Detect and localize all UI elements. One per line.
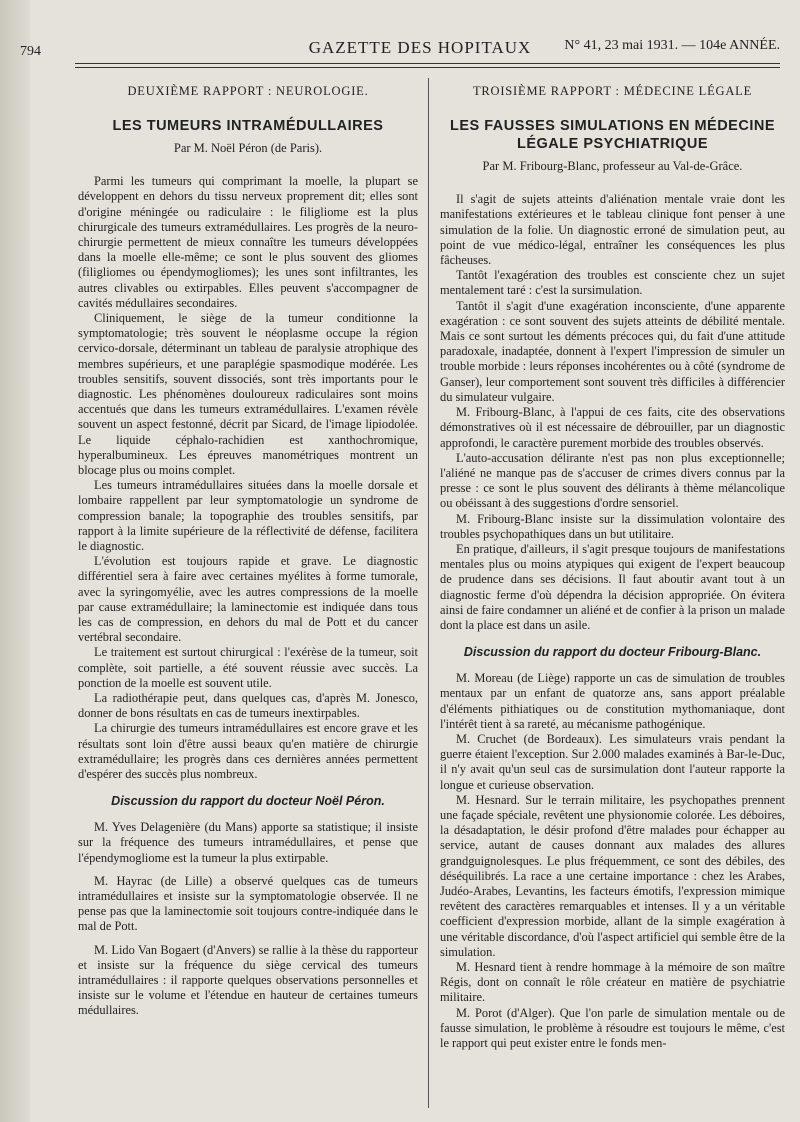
header-rule-thick [75,63,780,64]
left-paragraph: Le traitement est surtout chirurgical : l'exérèse de la tumeur, soit complète, soit partielle, a été souvent réussie avec succès. La ponction de la moelle est souvent utile. [78,645,418,690]
left-article-author: Par M. Noël Péron (de Paris). [173,141,323,156]
left-paragraph: L'évolution est toujours rapide et grave. Le diagnostic différentiel sera à faire avec certaines myélites à forme tumorale, avec la syringomyélie, avec les autres compressions de la moelle par cause extramédullaire; la laminectomie est indiquée dans tous les cas de compression, en dehors du mal de Pott et du cancer vertébral secondaire. [78,554,418,645]
left-report-kicker: DEUXIÈME RAPPORT : NEUROLOGIE. [127,84,369,98]
left-paragraph: La chirurgie des tumeurs intramédullaires est encore grave et les résultats sont loin d'être aussi beaux qu'en matière de chirurgie extramédullaire; les progrès dans ces dernières années permettent d'espérer des succès plus nombreux. [78,721,418,782]
right-paragraph: Tantôt l'exagération des troubles est consciente chez un sujet mentalement taré : c'est la sursimulation. [440,268,785,298]
right-discussion-paragraph: M. Hesnard. Sur le terrain militaire, les psychopathes prennent une façade spéciale, revêtent une physionomie colorée. Les déboires, la désadaptation, le désir profond d'être malades pour échapper au service, autant de causes donnant aux malades des allures grandguignolesques. Le plus fréquemment, ce sont des débiles, des déséquilibrés. La race a une certaine importance : chez les Arabes, Judéo-Arabes, Levantins, les facteurs émotifs, l'expression mimique revêtent des caractères remarquables et intenses. Il y a un véritable coefficient d'expression morbide, allant de la simple exagération à une véritable discordance, d'où l'aspect artificiel qui semble être de la simulation. [440,792,785,959]
right-title-line-2: LÉGALE PSYCHIATRIQUE [517,136,708,153]
right-article-author: Par M. Fribourg-Blanc, professeur au Val-de-Grâce. [482,159,743,174]
left-article-title: LES TUMEURS INTRAMÉDULLAIRES [112,118,384,134]
right-report-kicker: TROISIÈME RAPPORT : MÉDECINE LÉGALE [472,84,753,98]
left-paragraph: Parmi les tumeurs qui comprimant la moelle, la plupart se développent en dehors du tissu nerveux proprement dit; elles sont d'origine méningée ou radiculaire : le filigliome est la plus chirurgicale des tumeurs extramédullaires. Les progrès de la neuro-chirurgie permettent de mieux connaître les tumeurs développées dans la moelle elle-même; ce sont le plus souvent des gliomes (filigliomes ou épendymogliomes); les unes sont infiltrantes, les autres clivables ou extirpables. Elles peuvent s'accompagner de cavités médullaires secondaires. [78,174,418,310]
left-discussion-paragraph: M. Lido Van Bogaert (d'Anvers) se rallie à la thèse du rapporteur et insiste sur la fréquence du siège cervical des tumeurs intramédullaires : il rapporte quelques observations personnelles et insiste sur le volume et l'étendue en hauteur de certaines tumeurs médullaires. [78,942,418,1018]
right-paragraph: M. Fribourg-Blanc, à l'appui de ces faits, cite des observations démonstratives où il est nécessaire de débrouiller, par un diagnostic approfondi, le caractère purement morbide des troubles observés. [440,405,785,450]
right-discussion-paragraph: M. Moreau (de Liège) rapporte un cas de simulation de troubles mentaux par un enfant de quatorze ans, sans apport préalable d'éléments pithiatiques ou de constitution mythomaniaque, dont l'intérêt tient à sa rareté, au mécanisme pathogénique. [440,671,785,731]
journal-title: GAZETTE DES HOPITAUX [308,38,532,57]
left-paragraph: Les tumeurs intramédullaires situées dans la moelle dorsale et lombaire rappellent par leur symptomatologie un syndrome de compression banale; la topographie des troubles sensitifs, par rapport à la limite supérieure de la réflectivité de défense, facilitera le diagnostic. [78,478,418,553]
issue-info: N° 41, 23 mai 1931. — 104e ANNÉE. [564,38,780,53]
left-discussion-title: Discussion du rapport du docteur Noël Péron. [111,794,385,809]
page-header [60,38,780,62]
right-paragraph: Tantôt il s'agit d'une exagération inconsciente, d'une apparente exagération : ce sont souvent des sujets atteints de débilité mentale. Mais ce sont surtout les déments précoces qui, du fait d'une attitude paradoxale, inadaptée, donnent à l'expert l'impression de simuler un trouble morbide : leurs réponses incohérentes ou à côté (syndrome de Ganser), leur comportement sont souvent très difficiles à différencier du simulateur vulgaire. [440,298,785,404]
right-paragraph: M. Fribourg-Blanc insiste sur la dissimulation volontaire des troubles psychopathiques dans un but utilitaire. [440,511,785,541]
page-number: 794 [20,44,41,59]
right-discussion-paragraph: M. Cruchet (de Bordeaux). Les simulateurs vrais pendant la guerre étaient l'exception. Sur 2.000 malades examinés à Bar-le-Duc, il n'y avait qu'un seul cas de sursimulation dont l'auteur rapporte la longue et curieuse observation. [440,731,785,792]
right-paragraph: L'auto-accusation délirante n'est pas non plus exceptionnelle; l'aliéné ne manque pas de s'accuser de crimes divers connus par la presse : ce sont le plus souvent des délirants à thème mélancolique ou obéissant à des suggestions d'ordre sensoriel. [440,450,785,511]
right-discussion-title: Discussion du rapport du docteur Fribourg-Blanc. [463,645,762,660]
right-column [440,80,785,1051]
right-article-title [440,117,785,153]
left-paragraph: La radiothérapie peut, dans quelques cas, d'après M. Jonesco, donner de bons résultats en cas de tumeurs inextirpables. [78,691,418,721]
left-column [78,80,418,1019]
right-discussion-paragraph: M. Porot (d'Alger). Que l'on parle de simulation mentale ou de fausse simulation, le problème à résoudre est toujours le même, c'est le rapport qui peut exister entre le fonds men- [440,1005,785,1051]
binding-shadow [0,0,30,1122]
header-rule-thin [75,67,780,68]
left-discussion-paragraph: M. Hayrac (de Lille) a observé quelques cas de tumeurs intramédullaires et insiste sur la symptomatologie observée. Il ne pense pas que la laminectomie soit toujours contre-indiquée dans le mal de Pott. [78,873,418,934]
column-divider [428,78,429,1108]
left-discussion-paragraph: M. Yves Delagenière (du Mans) apporte sa statistique; il insiste sur la fréquence des tumeurs intramédullaires, et pense que l'épendymogliome est la tumeur la plus extirpable. [78,820,418,865]
right-discussion-paragraph: M. Hesnard tient à rendre hommage à la mémoire de son maître Régis, dont on connaît le rôle créateur en matière de psychiatrie militaire. [440,960,785,1005]
right-paragraph: En pratique, d'ailleurs, il s'agit presque toujours de manifestations mentales plus ou moins atypiques qui exigent de l'expert beaucoup de prudence dans ses décisions. Il faut aboutir avant tout à un diagnostic ferme d'où dépendra la décision appropriée. On évitera ainsi de faire condamner un aliéné et de confier à la prison un malade dont la place est dans un asile. [440,541,785,632]
right-title-line-1: LES FAUSSES SIMULATIONS EN MÉDECINE [450,118,775,134]
right-paragraph: Il s'agit de sujets atteints d'aliénation mentale vraie dont les manifestations extérieures et le tableau clinique font penser à une simulation de la folie. Un diagnostic erroné de simulation peut, au point de vue médico-légal, entraîner les conséquences les plus fâcheuses. [440,192,785,268]
left-paragraph: Cliniquement, le siège de la tumeur conditionne la symptomatologie; très souvent le néoplasme occupe la région cervico-dorsale, déterminant un tableau de paralysie atrophique des membres supérieurs, et une paraplégie spasmodique modérée. Les troubles sensitifs, souvent dissociés, sont très importants pour le diagnostic. Les phénomènes douloureux radiculaires sont moins accentués que dans les tumeurs extramédullaires. L'examen révèle souvent un aspect festonné, décrit par Sicard, de l'image lipiodolée. Le liquide céphalo-rachidien est xanthochromique, hyperalbumineux. Les épreuves manométriques montrent un blocage plus ou moins complet. [78,310,418,477]
